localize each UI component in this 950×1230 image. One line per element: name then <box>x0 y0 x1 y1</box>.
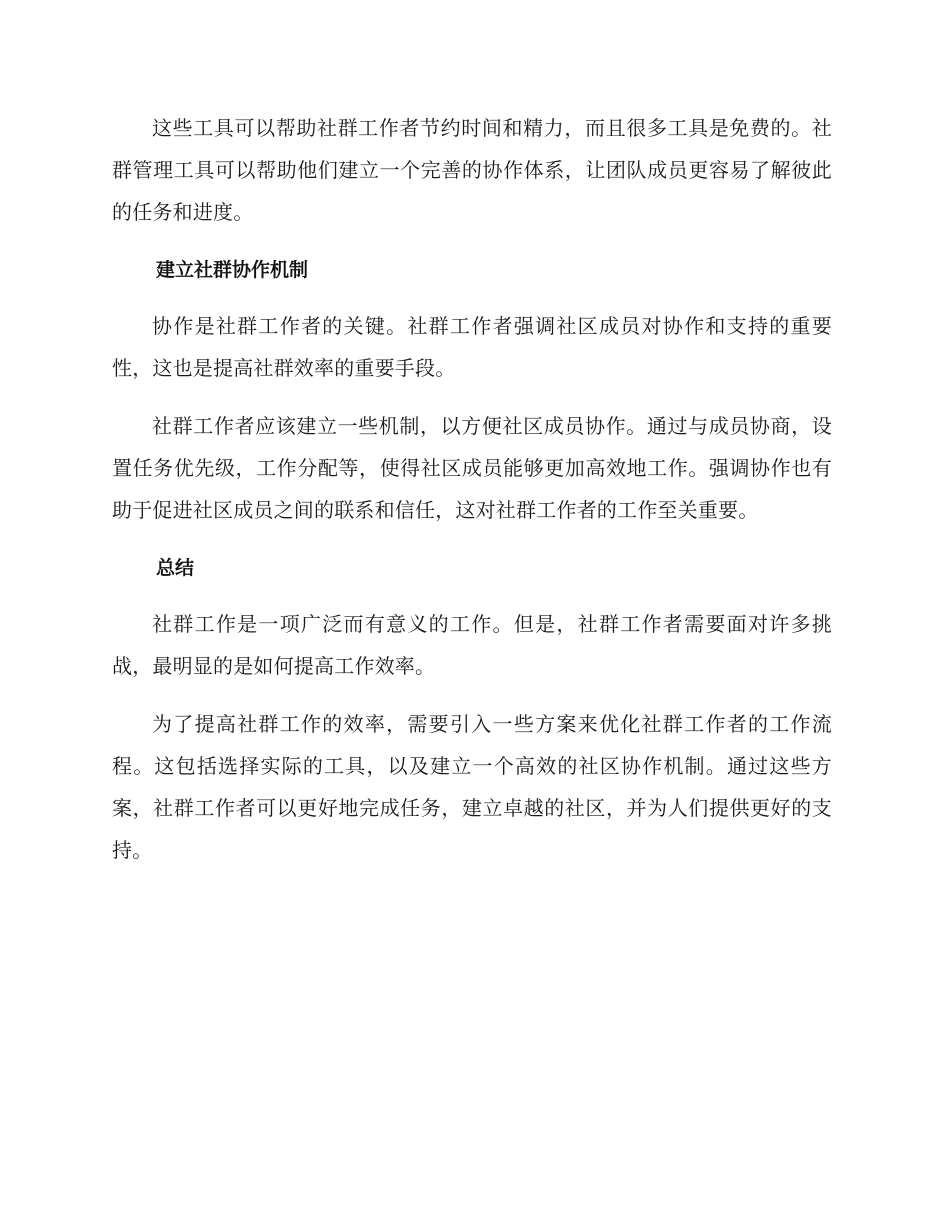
paragraph-tools-benefits: 这些工具可以帮助社群工作者节约时间和精力，而且很多工具是免费的。社群管理工具可以帮助他们建立一个完善的协作体系，让团队成员更容易了解彼此的任务和进度。 <box>112 116 832 224</box>
paragraph-collaboration-key: 协作是社群工作者的关键。社群工作者强调社区成员对协作和支持的重要性，这也是提高社群效率的重要手段。 <box>112 314 832 380</box>
section-heading-summary: 总结 <box>156 557 195 579</box>
paragraph-collaboration-mechanism: 社群工作者应该建立一些机制，以方便社区成员协作。通过与成员协商，设置任务优先级，工作分配等，使得社区成员能够更加高效地工作。强调协作也有助于促进社区成员之间的联系和信任，这对社群工作者的工作至关重要。 <box>112 414 832 522</box>
paragraph-summary-solutions: 为了提高社群工作的效率，需要引入一些方案来优化社群工作者的工作流程。这包括选择实际的工具，以及建立一个高效的社区协作机制。通过这些方案，社群工作者可以更好地完成任务，建立卓越的社区，并为人们提供更好的支持。 <box>112 712 832 862</box>
paragraph-summary-challenges: 社群工作是一项广泛而有意义的工作。但是，社群工作者需要面对许多挑战，最明显的是如何提高工作效率。 <box>112 612 832 678</box>
document-body <box>112 107 832 887</box>
section-heading-collaboration: 建立社群协作机制 <box>156 259 309 281</box>
